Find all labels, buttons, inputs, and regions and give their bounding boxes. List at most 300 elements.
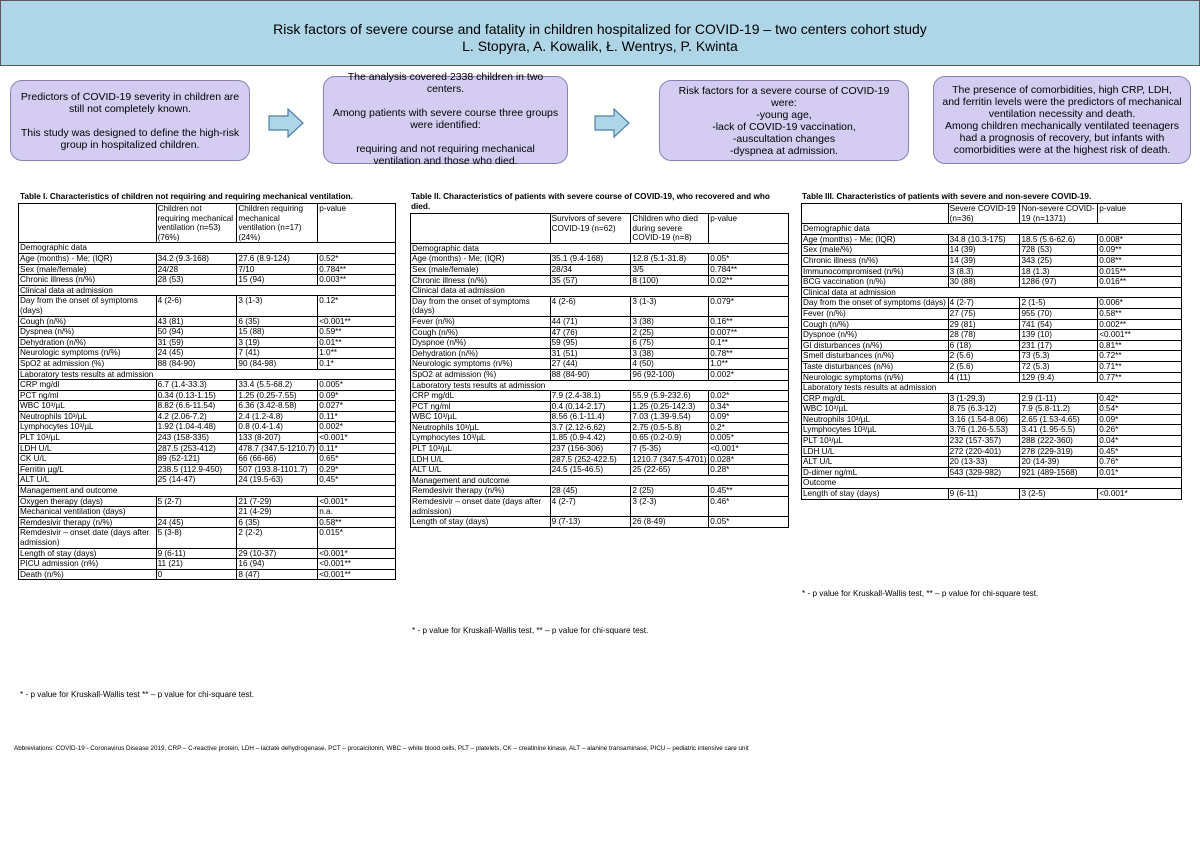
table-cell: 1.85 (0.9-4.42)	[550, 433, 631, 444]
table-cell: 0.76*	[1098, 457, 1182, 468]
table-row	[19, 454, 396, 465]
table-cell: WBC 10³/µL	[411, 412, 551, 423]
table-row	[802, 372, 1182, 383]
table-section-row	[802, 383, 1182, 394]
table-row	[19, 443, 396, 454]
table-cell: 921 (489-1568)	[1020, 467, 1098, 478]
table-cell: 90 (84-98)	[237, 358, 318, 369]
table-cell: 0.006*	[1098, 298, 1182, 309]
table-section-row	[19, 369, 396, 380]
table-cell: n.a.	[318, 507, 396, 518]
table-cell: 0.784**	[709, 264, 789, 275]
summary-box-background: Predictors of COVID-19 severity in children are still not completely known. This study was designed to define the high-risk group in hospitalized children.	[10, 80, 250, 161]
table-cell: 0.46*	[709, 497, 789, 517]
table-cell: 88 (84-90)	[550, 369, 631, 380]
table-cell: 3 (8.3)	[948, 266, 1020, 277]
table-header-row	[802, 204, 1182, 224]
table-cell: 0.016**	[1098, 277, 1182, 288]
poster-title: Risk factors of severe course and fatality in children hospitalized for COVID-19 – two centers cohort study	[273, 21, 927, 37]
table-cell: 0.59**	[318, 327, 396, 338]
table-cell: Ferritin µg/L	[19, 464, 157, 475]
table-cell: 44 (71)	[550, 316, 631, 327]
table-cell: Dyspnoe (n/%)	[802, 330, 949, 341]
table-cell: 0.027*	[318, 401, 396, 412]
table-row	[802, 393, 1182, 404]
table-cell: 50 (94)	[156, 327, 237, 338]
table-cell: CK U/L	[19, 454, 157, 465]
table-row	[411, 296, 789, 316]
table-section-label: Laboratory tests results at admission	[19, 369, 396, 380]
table-cell: PICU admission (n%)	[19, 559, 157, 570]
table-row	[19, 507, 396, 518]
table-cell: 33.4 (5.5-68.2)	[237, 380, 318, 391]
table-cell: 27.6 (8.9-124)	[237, 253, 318, 264]
table-row	[411, 444, 789, 455]
table-cell: 47 (76)	[550, 327, 631, 338]
table-row	[411, 517, 789, 528]
table-row	[411, 369, 789, 380]
table-row	[802, 298, 1182, 309]
table-row	[19, 433, 396, 444]
table-cell: 0.008*	[1098, 234, 1182, 245]
table-cell: 34.8 (10.3-175)	[948, 234, 1020, 245]
table-cell: 12.8 (5.1-31.8)	[631, 254, 709, 265]
table-section-row	[802, 287, 1182, 298]
table-cell: 14 (39)	[948, 245, 1020, 256]
table-row	[802, 457, 1182, 468]
table2-note: * - p value for Kruskall-Wallis test, ** – p value for chi-square test.	[412, 626, 649, 635]
table-cell: 0.028*	[709, 454, 789, 465]
table-cell: 7.9 (5.8-11.2)	[1020, 404, 1098, 415]
table-row	[19, 569, 396, 580]
abbreviations: Abbreviations: COVID-19 - Coronavirus Disease 2019, CRP – C-reactive protein, LDH – lactate dehydrogenase, PCT – procalcitonin, WBC – white blood cells, PLT – platelets, CK – creatinine kinase, ALT – alanine transaminase, PICU – pediatric intensive care unit	[14, 745, 749, 752]
table-header-cell: Children requiring mechanical ventilation (n=17) (24%)	[237, 204, 318, 243]
table-cell: Length of stay (days)	[19, 548, 157, 559]
table-section-label: Outcome	[802, 478, 1182, 489]
table1	[18, 203, 396, 580]
table-cell: 8 (100)	[631, 275, 709, 286]
table-header-cell	[411, 214, 551, 244]
table-cell: 6.36 (3.42-8.58)	[237, 401, 318, 412]
table-cell: <0.001*	[318, 548, 396, 559]
table-cell: 11 (21)	[156, 559, 237, 570]
table-cell: Cough (n/%)	[19, 316, 157, 327]
table-cell: 14 (39)	[948, 255, 1020, 266]
table-cell: 29 (10-37)	[237, 548, 318, 559]
table-header-cell: Survivors of severe COVID-19 (n=62)	[550, 214, 631, 244]
table-row	[802, 436, 1182, 447]
table-cell: Sex (male/female)	[19, 264, 157, 275]
table-section-label: Laboratory tests results at admission	[802, 383, 1182, 394]
table-cell: 507 (193.8-1101.7)	[237, 464, 318, 475]
table-row	[19, 275, 396, 286]
summary-box-methods: The analysis covered 2338 children in two centers. Among patients with severe course three groups were identified: requiring and not requiring mechanical ventilation and those who died.	[323, 76, 568, 164]
table-row	[411, 465, 789, 476]
table-section-label: Laboratory tests results at admission	[411, 380, 789, 391]
table-cell: 0.04*	[1098, 436, 1182, 447]
table-section-row	[802, 224, 1182, 235]
table-cell: 278 (229-319)	[1020, 446, 1098, 457]
table-cell: 4.2 (2.06-7.2)	[156, 411, 237, 422]
table-header-cell: Children who died during severe COVID-19 (n=8)	[631, 214, 709, 244]
table-header-row	[411, 214, 789, 244]
table-cell: 1210.7 (347.5-4701)	[631, 454, 709, 465]
table-cell: WBC 10³/µL	[19, 401, 157, 412]
table-cell: 20 (13-33)	[948, 457, 1020, 468]
table-cell: 238.5 (112.9-450)	[156, 464, 237, 475]
arrow-right-icon	[268, 107, 304, 139]
table-cell: 26 (8-49)	[631, 517, 709, 528]
table-cell: 28 (53)	[156, 275, 237, 286]
table-cell: 0.1**	[709, 338, 789, 349]
table-cell: WBC 10³/µL	[802, 404, 949, 415]
table-cell: 15 (94)	[237, 275, 318, 286]
table-cell: 4 (2-6)	[156, 296, 237, 316]
table-section-label: Demographic data	[802, 224, 1182, 235]
table-cell: 35.1 (9.4-168)	[550, 254, 631, 265]
table-cell: 3 (1-29,3)	[948, 393, 1020, 404]
table-row	[19, 337, 396, 348]
table-cell: Sex (male/%)	[802, 245, 949, 256]
table3-title: Table III. Characteristics of patients with severe and non-severe COVID-19.	[802, 192, 1092, 201]
table-cell: 0.65*	[318, 454, 396, 465]
table-header-cell: Severe COVID-19 (n=36)	[948, 204, 1020, 224]
table-cell: 0.002**	[1098, 319, 1182, 330]
table-row	[19, 496, 396, 507]
table-cell: 2.9 (1-11)	[1020, 393, 1098, 404]
table-cell: Length of stay (days)	[802, 489, 949, 500]
table-row	[19, 517, 396, 528]
table-cell: 543 (329-982)	[948, 467, 1020, 478]
table-cell: 0.12*	[318, 296, 396, 316]
table-header-row	[19, 204, 396, 243]
table-cell: 25 (14-47)	[156, 475, 237, 486]
table-cell: 0.08**	[1098, 255, 1182, 266]
table-cell: 0.29*	[318, 464, 396, 475]
table-cell: 0.015*	[318, 528, 396, 548]
table-cell: SpO2 at admission (%)	[19, 358, 157, 369]
table-cell: Age (months) - Me; (IQR)	[802, 234, 949, 245]
table-cell: 0.09*	[318, 390, 396, 401]
table-cell: 0.42*	[1098, 393, 1182, 404]
table-cell: 0.34 (0.13-1.15)	[156, 390, 237, 401]
table-cell: 0.8 (0.4-1.4)	[237, 422, 318, 433]
table-cell: 3.7 (2.12-6.62)	[550, 422, 631, 433]
table-cell: GI disturbances (n/%)	[802, 340, 949, 351]
table-section-row	[19, 243, 396, 254]
table-cell: Fever (n/%)	[411, 316, 551, 327]
table-row	[802, 319, 1182, 330]
table-cell: Length of stay (days)	[411, 517, 551, 528]
table-cell: Oxygen therapy (days)	[19, 496, 157, 507]
table-section-label: Demographic data	[19, 243, 396, 254]
table-cell: 0.54*	[1098, 404, 1182, 415]
table-cell: <0.001*	[1098, 489, 1182, 500]
table-cell: 2 (5.6)	[948, 351, 1020, 362]
table-cell: 1286 (97)	[1020, 277, 1098, 288]
table-cell: 35 (57)	[550, 275, 631, 286]
table-cell: 72 (5.3)	[1020, 361, 1098, 372]
table-cell: 0.78**	[709, 348, 789, 359]
table-row	[411, 316, 789, 327]
table-cell: <0.001*	[709, 444, 789, 455]
table-cell: 0.01**	[318, 337, 396, 348]
table-cell: Death (n/%)	[19, 569, 157, 580]
table-row	[19, 296, 396, 316]
table-cell: 5 (3-8)	[156, 528, 237, 548]
table-cell: 3 (38)	[631, 316, 709, 327]
table2	[410, 213, 789, 528]
table-cell: 0.1*	[318, 358, 396, 369]
table-cell: 139 (10)	[1020, 330, 1098, 341]
table-cell: Remdesivir – onset date (days after admission)	[19, 528, 157, 548]
table-cell: 4 (11)	[948, 372, 1020, 383]
table-cell: 20 (14-39)	[1020, 457, 1098, 468]
table-cell: 3 (2-3)	[631, 497, 709, 517]
table-cell: Sex (male/female)	[411, 264, 551, 275]
table-cell: Cough (n/%)	[802, 319, 949, 330]
table-cell: 9 (6-11)	[948, 489, 1020, 500]
table-cell: 0.11*	[318, 411, 396, 422]
table-cell: 55.9 (5.9-232.6)	[631, 391, 709, 402]
table-cell: <0.001**	[318, 559, 396, 570]
table-cell: 24.5 (15-46.5)	[550, 465, 631, 476]
table-header-cell: Children not requiring mechanical ventilation (n=53) (76%)	[156, 204, 237, 243]
table-cell: Lymphocytes 10³/µL	[802, 425, 949, 436]
table-cell: SpO2 at admission (%)	[411, 369, 551, 380]
table-cell: 7/10	[237, 264, 318, 275]
table-row	[802, 255, 1182, 266]
poster-header	[0, 0, 1200, 66]
table-cell: 0.09**	[1098, 245, 1182, 256]
table-row	[19, 253, 396, 264]
table-section-row	[411, 475, 789, 486]
table-cell: ALT U/L	[802, 457, 949, 468]
table-section-label: Clinical data at admission	[802, 287, 1182, 298]
table-section-label: Management and outcome	[411, 475, 789, 486]
table-cell: Lymphocytes 10³/µL	[19, 422, 157, 433]
table-cell: Dehydration (n/%)	[411, 348, 551, 359]
table-cell: 1.0**	[709, 359, 789, 370]
table-cell: 34.2 (9.3-168)	[156, 253, 237, 264]
table-cell: 9 (6-11)	[156, 548, 237, 559]
table-cell: Remdesivir – onset date (days after admission)	[411, 497, 551, 517]
table-cell: 31 (51)	[550, 348, 631, 359]
table-cell: PCT ng/ml	[411, 401, 551, 412]
table3-note: * - p value for Kruskall-Wallis test, ** – p value for chi-square test.	[802, 589, 1039, 598]
table-row	[19, 380, 396, 391]
table-cell: Chronic illness (n/%)	[19, 275, 157, 286]
table-cell: 287.5 (252-422.5)	[550, 454, 631, 465]
table-cell: Day from the onset of symptoms (days)	[802, 298, 949, 309]
table-cell: 0.2*	[709, 422, 789, 433]
table-header-cell: p-value	[709, 214, 789, 244]
table-section-row	[19, 285, 396, 296]
table-cell: <0.001*	[318, 433, 396, 444]
table-cell: Remdesivir therapy (n/%)	[19, 517, 157, 528]
table-cell: 0.52*	[318, 253, 396, 264]
table-cell: 0.72**	[1098, 351, 1182, 362]
table-row	[19, 390, 396, 401]
table-cell: 7 (41)	[237, 348, 318, 359]
table-cell: 0.45*	[1098, 446, 1182, 457]
table-cell: 0.05*	[709, 254, 789, 265]
table-row	[411, 486, 789, 497]
table-cell: 0.09*	[1098, 414, 1182, 425]
table-cell: Fever (n/%)	[802, 308, 949, 319]
table-row	[411, 264, 789, 275]
table-row	[19, 401, 396, 412]
table-cell: <0.001**	[1098, 330, 1182, 341]
summary-box-results: Risk factors for a severe course of COVID-19 were: -young age, -lack of COVID-19 vaccination, -auscultation changes -dyspnea at admission.	[659, 80, 909, 161]
table-section-row	[411, 286, 789, 297]
table-cell: Lymphocytes 10³/µL	[411, 433, 551, 444]
table-row	[411, 348, 789, 359]
table-cell: 66 (66-66)	[237, 454, 318, 465]
table2-title: Table II. Characteristics of patients with severe course of COVID-19, who recovered and who died.	[411, 192, 770, 211]
table-row	[802, 414, 1182, 425]
table-cell: 18 (1.3)	[1020, 266, 1098, 277]
table-cell: 0.003**	[318, 275, 396, 286]
table-cell: 2.75 (0.5-5.8)	[631, 422, 709, 433]
table-cell: 2 (25)	[631, 327, 709, 338]
table-row	[411, 497, 789, 517]
table-cell: 1.25 (0.25-142.3)	[631, 401, 709, 412]
table-cell: 6.7 (1.4-33.3)	[156, 380, 237, 391]
table-cell: 1.25 (0.25-7.55)	[237, 390, 318, 401]
table-cell: 27 (75)	[948, 308, 1020, 319]
table-header-cell: p-value	[318, 204, 396, 243]
table-row	[802, 467, 1182, 478]
table-cell: 288 (222-360)	[1020, 436, 1098, 447]
table-cell: 4 (50)	[631, 359, 709, 370]
table-section-label: Clinical data at admission	[411, 286, 789, 297]
table-cell: 232 (157-357)	[948, 436, 1020, 447]
table-cell: PLT 10³/µL	[411, 444, 551, 455]
table-section-row	[802, 478, 1182, 489]
table-cell: PLT 10³/µL	[19, 433, 157, 444]
table-cell: 0.58**	[318, 517, 396, 528]
table-header-cell	[802, 204, 949, 224]
table-cell: 28 (45)	[550, 486, 631, 497]
table-row	[19, 264, 396, 275]
table-cell: ALT U/L	[411, 465, 551, 476]
table-cell: 0	[156, 569, 237, 580]
table-header-cell: p-value	[1098, 204, 1182, 224]
summary-box-conclusions: The presence of comorbidities, high CRP, LDH, and ferritin levels were the predictors of mechanical ventilation necessity and death. Among children mechanically ventilated teenagers had a prognosis of recovery, but infants with comorbidities were at the highest risk of death.	[933, 76, 1191, 164]
table-cell: Age (months) - Me; (IQR)	[411, 254, 551, 265]
table-cell: 129 (9.4)	[1020, 372, 1098, 383]
table-cell: 59 (95)	[550, 338, 631, 349]
table-cell: Dyspnoe (n/%)	[411, 338, 551, 349]
table-cell: 3 (38)	[631, 348, 709, 359]
table-cell: 96 (92-100)	[631, 369, 709, 380]
table-row	[19, 316, 396, 327]
table-cell: 0.65 (0.2-0.9)	[631, 433, 709, 444]
table-cell: 30 (88)	[948, 277, 1020, 288]
table-cell: 3.41 (1.95-5.5)	[1020, 425, 1098, 436]
table-cell: 0.71**	[1098, 361, 1182, 372]
table-section-label: Clinical data at admission	[19, 285, 396, 296]
table-cell: 25 (22-65)	[631, 465, 709, 476]
table-cell: 6 (18)	[948, 340, 1020, 351]
poster-authors: L. Stopyra, A. Kowalik, Ł. Wentrys, P. Kwinta	[462, 38, 738, 54]
table-cell: CRP mg/dL	[411, 391, 551, 402]
arrow-right-icon	[594, 107, 630, 139]
table-cell: 343 (25)	[1020, 255, 1098, 266]
table-cell: Neurologic symptoms (n/%)	[19, 348, 157, 359]
table-cell: 478.7 (347.5-1210.7)	[237, 443, 318, 454]
table-cell: <0.001**	[318, 569, 396, 580]
table-section-row	[411, 380, 789, 391]
table-cell: 287.5 (253-412)	[156, 443, 237, 454]
table-cell: 28/34	[550, 264, 631, 275]
table-cell: 3/5	[631, 264, 709, 275]
table-row	[411, 275, 789, 286]
table-cell: 741 (54)	[1020, 319, 1098, 330]
table-row	[802, 351, 1182, 362]
table-cell: 24 (45)	[156, 517, 237, 528]
table-cell: 6 (75)	[631, 338, 709, 349]
table-cell: 0.09*	[709, 412, 789, 423]
table-cell: 8.56 (6.1-11.4)	[550, 412, 631, 423]
table-row	[411, 391, 789, 402]
table-cell: Age (months) - Me; (IQR)	[19, 253, 157, 264]
table-row	[411, 338, 789, 349]
table-cell: 0.005*	[318, 380, 396, 391]
table1-note: * - p value for Kruskall-Wallis test ** – p value for chi-square test.	[20, 690, 255, 699]
table-cell: CRP mg/dL	[802, 393, 949, 404]
table-row	[19, 422, 396, 433]
table-row	[411, 254, 789, 265]
table-cell: 728 (53)	[1020, 245, 1098, 256]
table-cell: 6 (35)	[237, 517, 318, 528]
table-row	[802, 234, 1182, 245]
table-cell: 24 (45)	[156, 348, 237, 359]
table-cell: 4 (2-7)	[948, 298, 1020, 309]
table-cell: 5 (2-7)	[156, 496, 237, 507]
table-cell: 3 (1-3)	[631, 296, 709, 316]
table-row	[19, 327, 396, 338]
table-cell: 73 (5.3)	[1020, 351, 1098, 362]
table-cell: 0.11*	[318, 443, 396, 454]
table-cell: LDH U/L	[19, 443, 157, 454]
table-cell: Day from the onset of symptoms (days)	[411, 296, 551, 316]
table-cell: Chronic illness (n/%)	[411, 275, 551, 286]
table-cell: 21 (7-29)	[237, 496, 318, 507]
table-row	[802, 266, 1182, 277]
table-cell: Neurologic symptoms (n/%)	[802, 372, 949, 383]
table-cell: Chronic illness (n/%)	[802, 255, 949, 266]
table-cell: 16 (94)	[237, 559, 318, 570]
table-cell: 8 (47)	[237, 569, 318, 580]
table-cell: 0.16**	[709, 316, 789, 327]
table-cell: ALT U/L	[19, 475, 157, 486]
table-cell: Neurologic symptoms (n/%)	[411, 359, 551, 370]
table-cell: 0.28*	[709, 465, 789, 476]
table-row	[411, 422, 789, 433]
table-cell: 0.34*	[709, 401, 789, 412]
table-cell: Dehydration (n/%)	[19, 337, 157, 348]
table-cell: 7.03 (1.39-9.54)	[631, 412, 709, 423]
table-cell: 0.002*	[709, 369, 789, 380]
table-row	[802, 425, 1182, 436]
table-cell: 2.4 (1.2-4.8)	[237, 411, 318, 422]
table-cell: 243 (158-335)	[156, 433, 237, 444]
table-header-cell	[19, 204, 157, 243]
table-row	[802, 340, 1182, 351]
table-cell: 0.02**	[709, 275, 789, 286]
